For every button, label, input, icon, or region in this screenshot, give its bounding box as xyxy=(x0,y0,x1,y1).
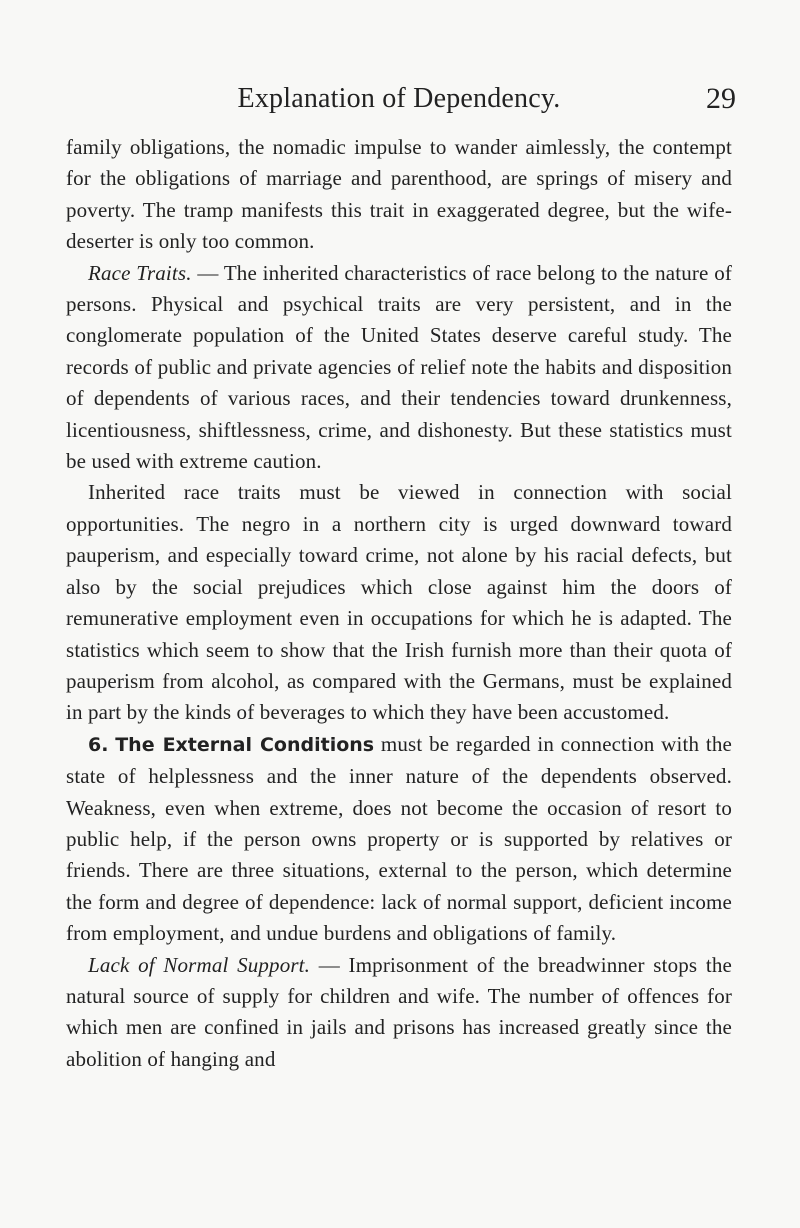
section-heading: The External Conditions xyxy=(115,733,375,756)
normal-support-dash: — xyxy=(310,952,349,977)
paragraph-1 xyxy=(66,132,732,258)
race-traits-text: The inherited characteristics of race belong to the nature of persons. Physical and psychical traits are very persistent, and in the conglomerate population of the United States deserve careful study. The records of public and private agencies of relief note the habits and disposition of dependents of various races, and their tendencies toward drunkenness, licentiousness, shiftlessness, crime, and dishonesty. But these statistics must be used with extreme caution. xyxy=(66,260,732,474)
body-text xyxy=(66,132,732,1075)
running-head xyxy=(66,82,736,132)
normal-support-text: Imprisonment of the breadwinner stops the natural source of supply for children and wife. The number of offences for which men are confined in jails and prisons has increased greatly since the abolition of hanging and xyxy=(66,952,732,1071)
external-conditions-text: must be regarded in connection with the state of helplessness and the inner nature of the dependents observed. Weakness, even when extreme, does not become the occasion of resort to public help, if the person owns property or is supported by relatives or friends. There are three situations, external to the person, which determine the form and degree of dependence: lack of normal support, deficient income from employment, and undue burdens and obligations of family. xyxy=(66,731,732,946)
book-page xyxy=(66,82,736,1075)
normal-support-heading: Lack of Normal Support. xyxy=(88,952,311,977)
paragraph-inherited-traits xyxy=(66,477,732,728)
running-title: Explanation of Dependency. xyxy=(237,83,561,114)
race-traits-heading: Race Traits. xyxy=(88,260,192,285)
paragraph-normal-support xyxy=(66,950,732,1076)
paragraph-race-traits xyxy=(66,258,732,478)
inherited-traits-text: Inherited race traits must be viewed in connection with social opportunities. The negro in a northern city is urged downward toward pauperism, and especially toward crime, not alone by his racial defects, but also by the social prejudices which close against him the doors of remunerative employment even in occupations for which he is adapted. The statistics which seem to show that the Irish furnish more than their quota of pauperism from alcohol, as compared with the Germans, must be explained in part by the kinds of beverages to which they have been accustomed. xyxy=(66,480,732,725)
paragraph-1-text: family obligations, the nomadic impulse to wander aimlessly, the contempt for the obligations of marriage and parenthood, are springs of misery and poverty. The tramp manifests this trait in exaggerated degree, but the wife-deserter is only too common. xyxy=(66,135,732,254)
page-number: 29 xyxy=(706,82,736,115)
section-number: 6. xyxy=(88,733,109,756)
race-traits-dash: — xyxy=(191,260,224,285)
paragraph-external-conditions xyxy=(66,729,732,950)
